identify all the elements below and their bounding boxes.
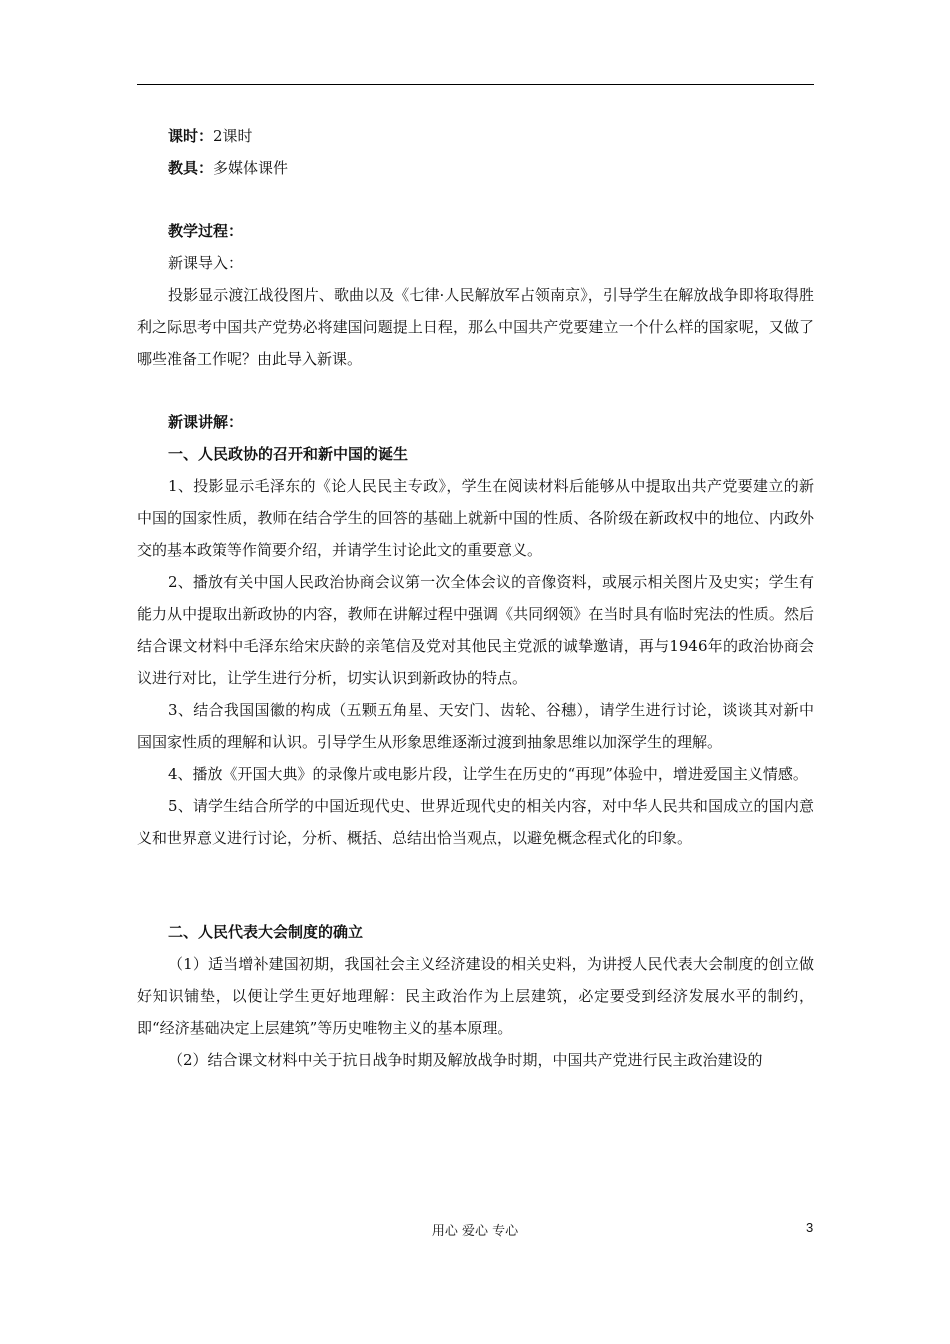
class-hours-value: 2课时 — [213, 127, 253, 145]
section1-title: 一、人民政协的召开和新中国的诞生 — [168, 445, 409, 463]
section2-title: 二、人民代表大会制度的确立 — [168, 923, 364, 941]
lecture-heading: 新课讲解： — [168, 413, 244, 431]
section1-item: 1、投影显示毛泽东的《论人民民主专政》，学生在阅读材料后能够从中提取出共产党要建立的新中国的国家性质，教师在结合学生的回答的基础上就新中国的性质、各阶级在新政权中的地位、内政外交的基本政策等作简要介绍，并请学生讨论此文的重要意义。 — [137, 477, 814, 559]
process-heading: 教学过程： — [168, 222, 244, 240]
section2-item: （2）结合课文材料中关于抗日战争时期及解放战争时期，中国共产党进行民主政治建设的 — [168, 1051, 763, 1069]
section2-item: （1）适当增补建国初期，我国社会主义经济建设的相关史料，为讲授人民代表大会制度的创立做好知识铺垫，以便让学生更好地理解：民主政治作为上层建筑，必定要受到经济发展水平的制约，即“经济基础决定上层建筑”等历史唯物主义的基本原理。 — [137, 955, 814, 1037]
section1-item: 3、结合我国国徽的构成（五颗五角星、天安门、齿轮、谷穗），请学生进行讨论，谈谈其对新中国国家性质的理解和认识。引导学生从形象思维逐渐过渡到抽象思维以加深学生的理解。 — [137, 701, 814, 751]
section1-item: 5、请学生结合所学的中国近现代史、世界近现代史的相关内容，对中华人民共和国成立的国内意义和世界意义进行讨论，分析、概括、总结出恰当观点，以避免概念程式化的印象。 — [137, 797, 814, 847]
document-body — [137, 120, 814, 1076]
footer-text: 用心 爱心 专心 — [431, 1224, 519, 1239]
class-hours — [137, 120, 814, 152]
teaching-tools-value: 多媒体课件 — [213, 159, 289, 177]
intro-label: 新课导入： — [168, 254, 244, 272]
section1-item: 4、播放《开国大典》的录像片或电影片段，让学生在历史的“再现”体验中，增进爱国主义情感。 — [168, 765, 808, 783]
section1-item: 2、播放有关中国人民政治协商会议第一次全体会议的音像资料，或展示相关图片及史实；学生有能力从中提取出新政协的内容，教师在讲解过程中强调《共同纲领》在当时具有临时宪法的性质。然后结合课文材料中毛泽东给宋庆龄的亲笔信及党对其他民主党派的诚挚邀请，再与1946年的政治协商会议进行对比，让学生进行分析，切实认识到新政协的特点。 — [137, 573, 814, 687]
teaching-tools — [137, 152, 814, 184]
header-rule — [137, 84, 814, 85]
class-hours-label: 课时： — [168, 127, 214, 145]
intro-paragraph: 投影显示渡江战役图片、歌曲以及《七律·人民解放军占领南京》，引导学生在解放战争即将取得胜利之际思考中国共产党势必将建国问题提上日程，那么中国共产党要建立一个什么样的国家呢，又做了哪些准备工作呢？由此导入新课。 — [137, 286, 814, 368]
page-number: 3 — [806, 1220, 814, 1235]
teaching-tools-label: 教具： — [168, 159, 214, 177]
